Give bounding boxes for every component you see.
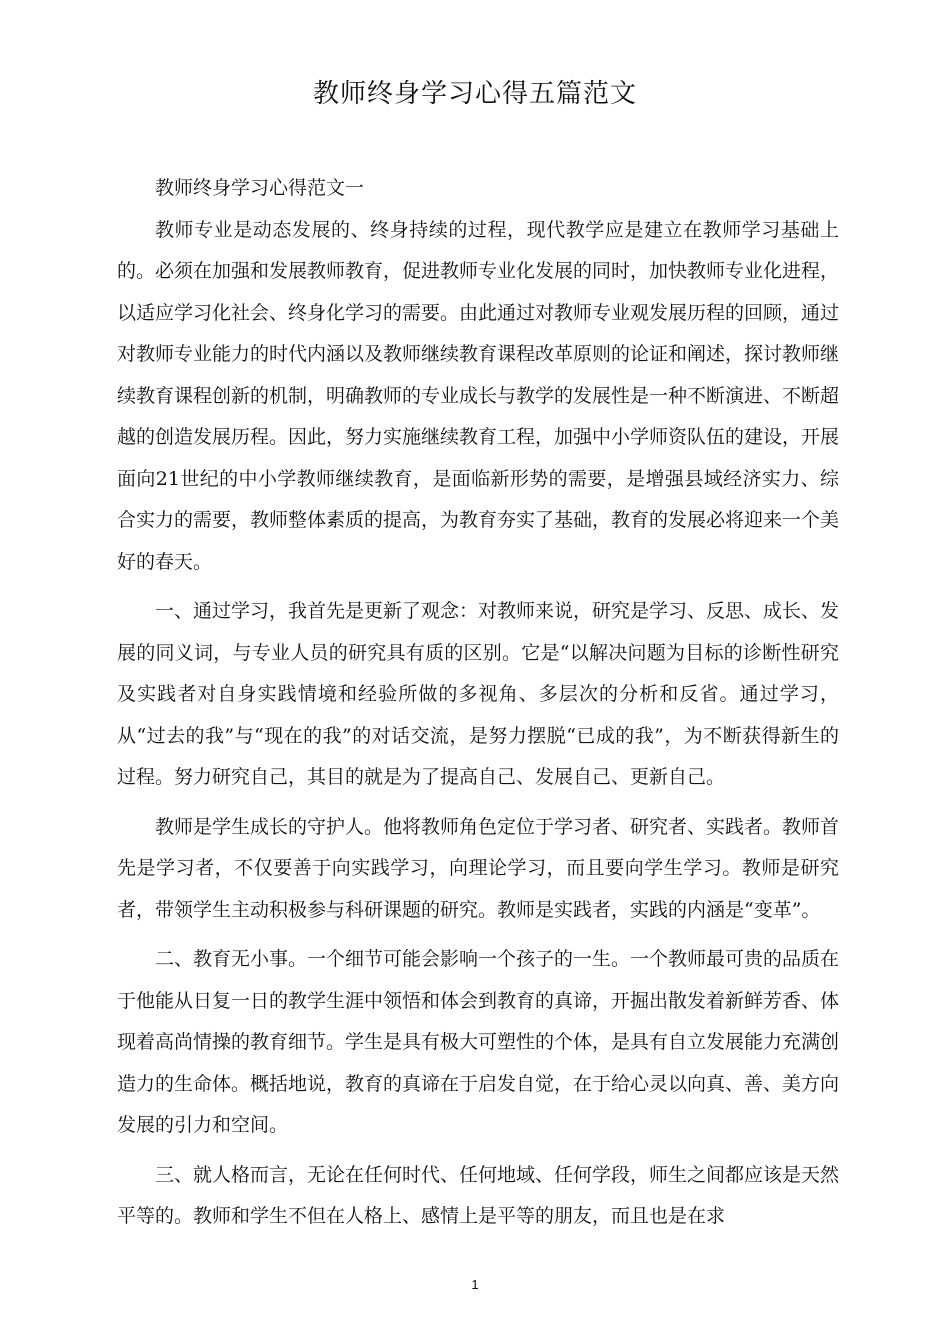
section-heading: 教师终身学习心得范文一 [155, 177, 365, 199]
paragraph-point-one: 一、通过学习，我首先是更新了观念：对教师来说，研究是学习、反思、成长、发展的同义词，与专业人员的研究具有质的区别。它是“以解决问题为目标的诊断性研究及实践者对自身实践情境和经验所做的多视角、多层次的分析和反省。通过学习，从“过去的我”与“现在的我”的对话交流，是努力摆脱“已成的我”，为不断获得新生的过程。努力研究自己，其目的就是为了提高自己、发展自己、更新自己。 [117, 600, 840, 788]
paragraph-point-three: 三、就人格而言，无论在任何时代、任何地域、任何学段，师生之间都应该是天然平等的。教师和学生不但在人格上、感情上是平等的朋友，而且也是在求 [117, 1163, 840, 1227]
paragraph-point-two: 二、教育无小事。一个细节可能会影响一个孩子的一生。一个教师最可贵的品质在于他能从日复一日的教学生涯中领悟和体会到教育的真谛，开掘出散发着新鲜芳香、体现着高尚情操的教育细节。学生是具有极大可塑性的个体，是具有自立发展能力充满创造力的生命体。概括地说，教育的真谛在于启发自觉，在于给心灵以向真、善、美方向发展的引力和空间。 [117, 948, 840, 1136]
paragraph-teacher-role: 教师是学生成长的守护人。他将教师角色定位于学习者、研究者、实践者。教师首先是学习者，不仅要善于向实践学习，向理论学习，而且要向学生学习。教师是研究者，带领学生主动积极参与科研课题的研究。教师是实践者，实践的内涵是“变革”。 [117, 815, 840, 921]
page-number: 1 [471, 1277, 479, 1292]
document-body [117, 168, 839, 1238]
paragraph-intro: 教师专业是动态发展的、终身持续的过程，现代教学应是建立在教师学习基础上的。必须在加强和发展教师教育，促进教师专业化发展的同时，加快教师专业化进程，以适应学习化社会、终身化学习的需要。由此通过对教师专业观发展历程的回顾，通过对教师专业能力的时代内涵以及教师继续教育课程改革原则的论证和阐述，探讨教师继续教育课程创新的机制，明确教师的专业成长与教学的发展性是一种不断演进、不断超越的创造发展历程。因此，努力实施继续教育工程，加强中小学师资队伍的建设，开展面向21世纪的中小学教师继续教育，是面临新形势的需要，是增强县域经济实力、综合实力的需要，教师整体素质的提高，为教育夯实了基础，教育的发展必将迎来一个美好的春天。 [117, 218, 840, 573]
document-title: 教师终身学习心得五篇范文 [312, 79, 637, 109]
